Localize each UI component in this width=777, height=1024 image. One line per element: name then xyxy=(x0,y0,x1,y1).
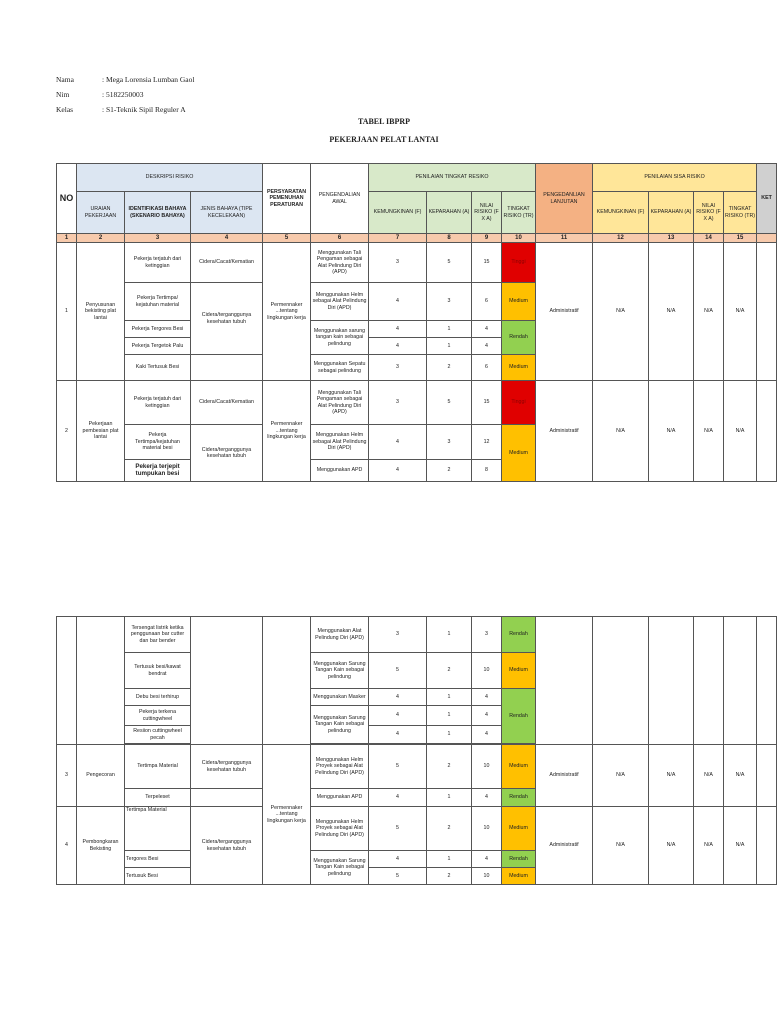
row-f: 4 xyxy=(369,726,427,744)
row-persyaratan: Permennaker ...tentang lingkungan kerja xyxy=(263,381,311,482)
row-a: 1 xyxy=(427,851,472,868)
row-nilai: 6 xyxy=(472,283,502,321)
row-pengendalian-awal: Menggunakan Sarung Tangan Kain sebagai pelindung xyxy=(311,851,369,885)
row-a: 1 xyxy=(427,617,472,653)
row-identifikasi: Tertimpa Material xyxy=(125,745,191,789)
row-f: 4 xyxy=(369,460,427,482)
row-keterangan xyxy=(757,381,777,482)
risk-level-badge: Medium xyxy=(502,425,536,482)
row-pengendalian-awal: Menggunakan APD xyxy=(311,460,369,482)
row-nilai: 3 xyxy=(472,617,502,653)
risk-level-badge: Rendah xyxy=(502,689,536,744)
row-sisa-a: N/A xyxy=(649,807,694,885)
col-num: 9 xyxy=(472,234,502,243)
row-pengendalian-awal: Menggunakan Helm sebagai Alat Pelindung Diri (APD) xyxy=(311,283,369,321)
row-nilai: 4 xyxy=(472,338,502,355)
row-a: 1 xyxy=(427,706,472,726)
row-keterangan xyxy=(757,617,777,745)
row-pengendalian-awal: Menggunakan Sarung Tangan Kain sebagai pelindung xyxy=(311,706,369,744)
row-sisa-tingkat: N/A xyxy=(724,243,757,381)
risk-level-badge: Medium xyxy=(502,653,536,689)
row-identifikasi: Tersengat listrik ketika penggunaan bar cutter dan bar bender xyxy=(125,617,191,653)
row-f: 4 xyxy=(369,851,427,868)
col-num: 10 xyxy=(502,234,536,243)
row-nilai: 15 xyxy=(472,381,502,425)
row-identifikasi: Tertusuk besi/kawat bendrat xyxy=(125,653,191,689)
row-a: 1 xyxy=(427,726,472,744)
row-a: 3 xyxy=(427,283,472,321)
row-identifikasi: Tertimpa Material xyxy=(125,807,191,851)
row-a: 1 xyxy=(427,789,472,807)
row-pengendalian-awal: Menggunakan Masker xyxy=(311,689,369,706)
row-uraian: Pembongkaran Bekisting xyxy=(77,807,125,885)
row-no: 3 xyxy=(57,745,77,807)
header-uraian: URAIAN PEKERJAAN xyxy=(77,192,125,234)
header-nilai: NILAI RISIKO (F X A) xyxy=(472,192,502,234)
kelas-value: : S1-Teknik Sipil Reguler A xyxy=(102,105,186,114)
row-f: 4 xyxy=(369,321,427,338)
row-nilai: 10 xyxy=(472,653,502,689)
row-jenis: Cidera/terganggunya kesehatan tubuh xyxy=(191,425,263,482)
row-no: 4 xyxy=(57,807,77,885)
header-keparahan: KEPARAHAN (A) xyxy=(427,192,472,234)
row-pengendalian-awal: Menggunakan Tali Pengaman sebagai Alat Pelindung Diri (APD) xyxy=(311,243,369,283)
col-num: 5 xyxy=(263,234,311,243)
row-jenis xyxy=(191,355,263,381)
row-sisa-tingkat: N/A xyxy=(724,807,757,885)
header-penilaian-tingkat: PENILAIAN TINGKAT RESIKO xyxy=(369,164,536,192)
row-identifikasi: Resiion cuttingwheel pecah xyxy=(125,726,191,744)
row-jenis: Cidera/terganggunya kesehatan tubuh xyxy=(191,745,263,789)
row-f: 5 xyxy=(369,653,427,689)
kelas-label: Kelas xyxy=(56,105,74,114)
header-jenis: JENIS BAHAYA (TIPE KECELEKAAN) xyxy=(191,192,263,234)
col-num: 6 xyxy=(311,234,369,243)
row-identifikasi: Pekerja Tergores Besi xyxy=(125,321,191,338)
row-a: 5 xyxy=(427,243,472,283)
row-jenis: Cidera/Cacat/Kematian xyxy=(191,381,263,425)
row-f: 4 xyxy=(369,283,427,321)
col-num: 12 xyxy=(593,234,649,243)
row-a: 1 xyxy=(427,689,472,706)
row-uraian: Penyusunan bekisting plat lantai xyxy=(77,243,125,381)
row-sisa-nilai: N/A xyxy=(694,745,724,807)
table-row xyxy=(57,745,777,789)
row-sisa-a: N/A xyxy=(649,381,694,482)
doc-title: TABEL IBPRP xyxy=(357,117,411,126)
row-nilai: 10 xyxy=(472,868,502,885)
row-f: 5 xyxy=(369,868,427,885)
row-jenis: Cidera/terganggunya kesehatan tubuh xyxy=(191,283,263,355)
risk-level-badge: Tinggi xyxy=(502,243,536,283)
header-tingkat: TINGKAT RISIKO (TR) xyxy=(502,192,536,234)
row-f: 4 xyxy=(369,425,427,460)
col-num: 3 xyxy=(125,234,191,243)
row-sisa-a xyxy=(649,617,694,745)
row-identifikasi: Pekerja Tergetok Palu xyxy=(125,338,191,355)
table-row xyxy=(57,807,777,851)
row-pengendalian-awal: Menggunakan Helm Proyek sebagai Alat Pelindung Diri (APD) xyxy=(311,807,369,851)
header-pengendalian-awal: PENGENDALIAN AWAL xyxy=(311,164,369,234)
row-nilai: 6 xyxy=(472,355,502,381)
header-penilaian-sisa: PENILAIAN SISA RISIKO xyxy=(593,164,757,192)
row-identifikasi: Pekerja terjatuh dari ketinggian xyxy=(125,243,191,283)
row-nilai: 15 xyxy=(472,243,502,283)
row-persyaratan: Permennaker ...tentang lingkungan kerja xyxy=(263,745,311,885)
row-jenis: Cidera/Cacat/Kematian xyxy=(191,243,263,283)
row-pengendalian-awal: Menggunakan Helm Proyek sebagai Alat Pelindung Diri (APD) xyxy=(311,745,369,789)
row-sisa-f: N/A xyxy=(593,745,649,807)
row-jenis: Cidera/terganggunya kesehatan tubuh xyxy=(191,807,263,885)
row-nilai: 10 xyxy=(472,807,502,851)
row-no xyxy=(57,617,77,745)
row-nilai: 12 xyxy=(472,425,502,460)
row-keterangan xyxy=(757,243,777,381)
row-uraian: Pekerjaan pembesian plat lantai xyxy=(77,381,125,482)
risk-level-badge: Medium xyxy=(502,868,536,885)
row-lanjutan: Administratif xyxy=(536,807,593,885)
header-deskripsi: DESKRIPSI RISIKO xyxy=(77,164,263,192)
risk-level-badge: Medium xyxy=(502,745,536,789)
row-f: 4 xyxy=(369,706,427,726)
row-lanjutan: Administratif xyxy=(536,381,593,482)
header-sisa-tingkat: TINGKAT RISIKO (TR) xyxy=(724,192,757,234)
row-f: 4 xyxy=(369,689,427,706)
ibprp-table-part-2 xyxy=(56,616,777,885)
row-sisa-a: N/A xyxy=(649,745,694,807)
row-nilai: 4 xyxy=(472,689,502,706)
student-info xyxy=(56,72,194,117)
header-sisa-nilai: NILAI RISIKO (F X A) xyxy=(694,192,724,234)
row-nilai: 4 xyxy=(472,321,502,338)
col-num: 1 xyxy=(57,234,77,243)
header-persyaratan: PERSYARATAN PEMENUHAN PERATURAN xyxy=(263,164,311,234)
row-lanjutan: Administratif xyxy=(536,745,593,807)
header-pengendalian-lanjutan: PENGEDANLIAN LANJUTAN xyxy=(536,164,593,234)
risk-level-badge: Rendah xyxy=(502,617,536,653)
row-lanjutan xyxy=(536,617,593,745)
row-a: 2 xyxy=(427,460,472,482)
row-f: 3 xyxy=(369,243,427,283)
col-num: 11 xyxy=(536,234,593,243)
risk-level-badge: Medium xyxy=(502,807,536,851)
row-pengendalian-awal: Menggunakan Sarung Tangan Kain sebagai pelindung xyxy=(311,653,369,689)
row-pengendalian-awal: Menggunakan Tali Pengaman sebagai Alat Pelindung Diri (APD) xyxy=(311,381,369,425)
header-sisa-keparahan: KEPARAHAN (A) xyxy=(649,192,694,234)
row-a: 2 xyxy=(427,807,472,851)
header-keterangan: KET xyxy=(757,164,777,234)
col-num: 14 xyxy=(694,234,724,243)
nim-value: : 5182250003 xyxy=(102,90,144,99)
row-sisa-nilai xyxy=(694,617,724,745)
row-no: 2 xyxy=(57,381,77,482)
row-identifikasi: Debu besi terhirup xyxy=(125,689,191,706)
row-identifikasi: Tergores Besi xyxy=(125,851,191,868)
risk-level-badge: Rendah xyxy=(502,789,536,807)
row-nilai: 4 xyxy=(472,851,502,868)
row-nilai: 4 xyxy=(472,706,502,726)
table-row xyxy=(57,617,777,653)
row-sisa-a: N/A xyxy=(649,243,694,381)
row-f: 4 xyxy=(369,789,427,807)
risk-level-badge: Rendah xyxy=(502,851,536,868)
row-nilai: 4 xyxy=(472,726,502,744)
risk-level-badge: Medium xyxy=(502,283,536,321)
row-pengendalian-awal: Menggunakan Helm sebagai Alat Pelindung Diri (APD) xyxy=(311,425,369,460)
row-pengendalian-awal: Menggunakan APD xyxy=(311,789,369,807)
header-identifikasi: IDENTIFIKASI BAHAYA (SKENARIO BAHAYA) xyxy=(125,192,191,234)
row-sisa-tingkat: N/A xyxy=(724,381,757,482)
risk-level-badge: Rendah xyxy=(502,321,536,355)
row-persyaratan: Permennaker ...tentang lingkungan kerja xyxy=(263,243,311,381)
row-keterangan xyxy=(757,745,777,807)
row-pengendalian-awal: Menggunakan sarung tangan kain sebagai pelindung xyxy=(311,321,369,355)
row-identifikasi: Terpeleset xyxy=(125,789,191,807)
row-identifikasi: Pekerja terkena cuttingwheel xyxy=(125,706,191,726)
row-identifikasi: Pekerja Tertimpa/ kejatuhan material xyxy=(125,283,191,321)
row-uraian: Pengecoran xyxy=(77,745,125,807)
row-persyaratan xyxy=(263,617,311,745)
row-f: 3 xyxy=(369,617,427,653)
row-a: 2 xyxy=(427,355,472,381)
row-identifikasi: Pekerja Tertimpa/kejatuhan material besi xyxy=(125,425,191,460)
row-sisa-nilai: N/A xyxy=(694,243,724,381)
risk-level-badge: Tinggi xyxy=(502,381,536,425)
col-num: 15 xyxy=(724,234,757,243)
col-num: 2 xyxy=(77,234,125,243)
row-a: 2 xyxy=(427,868,472,885)
row-sisa-f: N/A xyxy=(593,243,649,381)
row-a: 3 xyxy=(427,425,472,460)
row-f: 3 xyxy=(369,381,427,425)
row-pengendalian-awal: Menggunakan Sepatu sebagai pelindung xyxy=(311,355,369,381)
col-num: 7 xyxy=(369,234,427,243)
row-sisa-f: N/A xyxy=(593,807,649,885)
row-lanjutan: Administratif xyxy=(536,243,593,381)
row-jenis xyxy=(191,789,263,807)
row-jenis xyxy=(191,617,263,745)
row-pengendalian-awal: Menggunakan Alat Pelindung Diri (APD) xyxy=(311,617,369,653)
row-f: 5 xyxy=(369,807,427,851)
col-num: 13 xyxy=(649,234,694,243)
row-identifikasi: Kaki Tertusuk Besi xyxy=(125,355,191,381)
nama-label: Nama xyxy=(56,75,74,84)
risk-level-badge: Medium xyxy=(502,355,536,381)
row-nilai: 8 xyxy=(472,460,502,482)
row-nilai: 10 xyxy=(472,745,502,789)
row-identifikasi: Pekerja terjatuh dari ketinggian xyxy=(125,381,191,425)
row-f: 5 xyxy=(369,745,427,789)
row-identifikasi: Pekerja terjepit tumpukan besi xyxy=(125,460,191,482)
header-no: NO xyxy=(57,164,77,234)
row-f: 4 xyxy=(369,338,427,355)
col-num: 4 xyxy=(191,234,263,243)
row-nilai: 4 xyxy=(472,789,502,807)
row-a: 1 xyxy=(427,338,472,355)
col-num xyxy=(757,234,777,243)
row-sisa-nilai: N/A xyxy=(694,381,724,482)
row-identifikasi: Tertusuk Besi xyxy=(125,868,191,885)
nim-label: Nim xyxy=(56,90,70,99)
row-a: 2 xyxy=(427,653,472,689)
header-kemungkinan: KEMUNGKINAN (F) xyxy=(369,192,427,234)
row-a: 2 xyxy=(427,745,472,789)
row-sisa-tingkat: N/A xyxy=(724,745,757,807)
row-no: 1 xyxy=(57,243,77,381)
ibprp-table-part-1 xyxy=(56,163,777,482)
doc-subtitle: PEKERJAAN PELAT LANTAI xyxy=(329,135,439,144)
row-a: 5 xyxy=(427,381,472,425)
col-num: 8 xyxy=(427,234,472,243)
row-uraian xyxy=(77,617,125,745)
row-a: 1 xyxy=(427,321,472,338)
row-keterangan xyxy=(757,807,777,885)
row-sisa-tingkat xyxy=(724,617,757,745)
header-sisa-kemungkinan: KEMUNGKINAN (F) xyxy=(593,192,649,234)
table-row xyxy=(57,381,777,425)
row-sisa-f: N/A xyxy=(593,381,649,482)
row-sisa-nilai: N/A xyxy=(694,807,724,885)
nama-value: : Mega Lorensia Lumban Gaol xyxy=(102,75,195,84)
row-f: 3 xyxy=(369,355,427,381)
table-row xyxy=(57,243,777,283)
row-sisa-f xyxy=(593,617,649,745)
